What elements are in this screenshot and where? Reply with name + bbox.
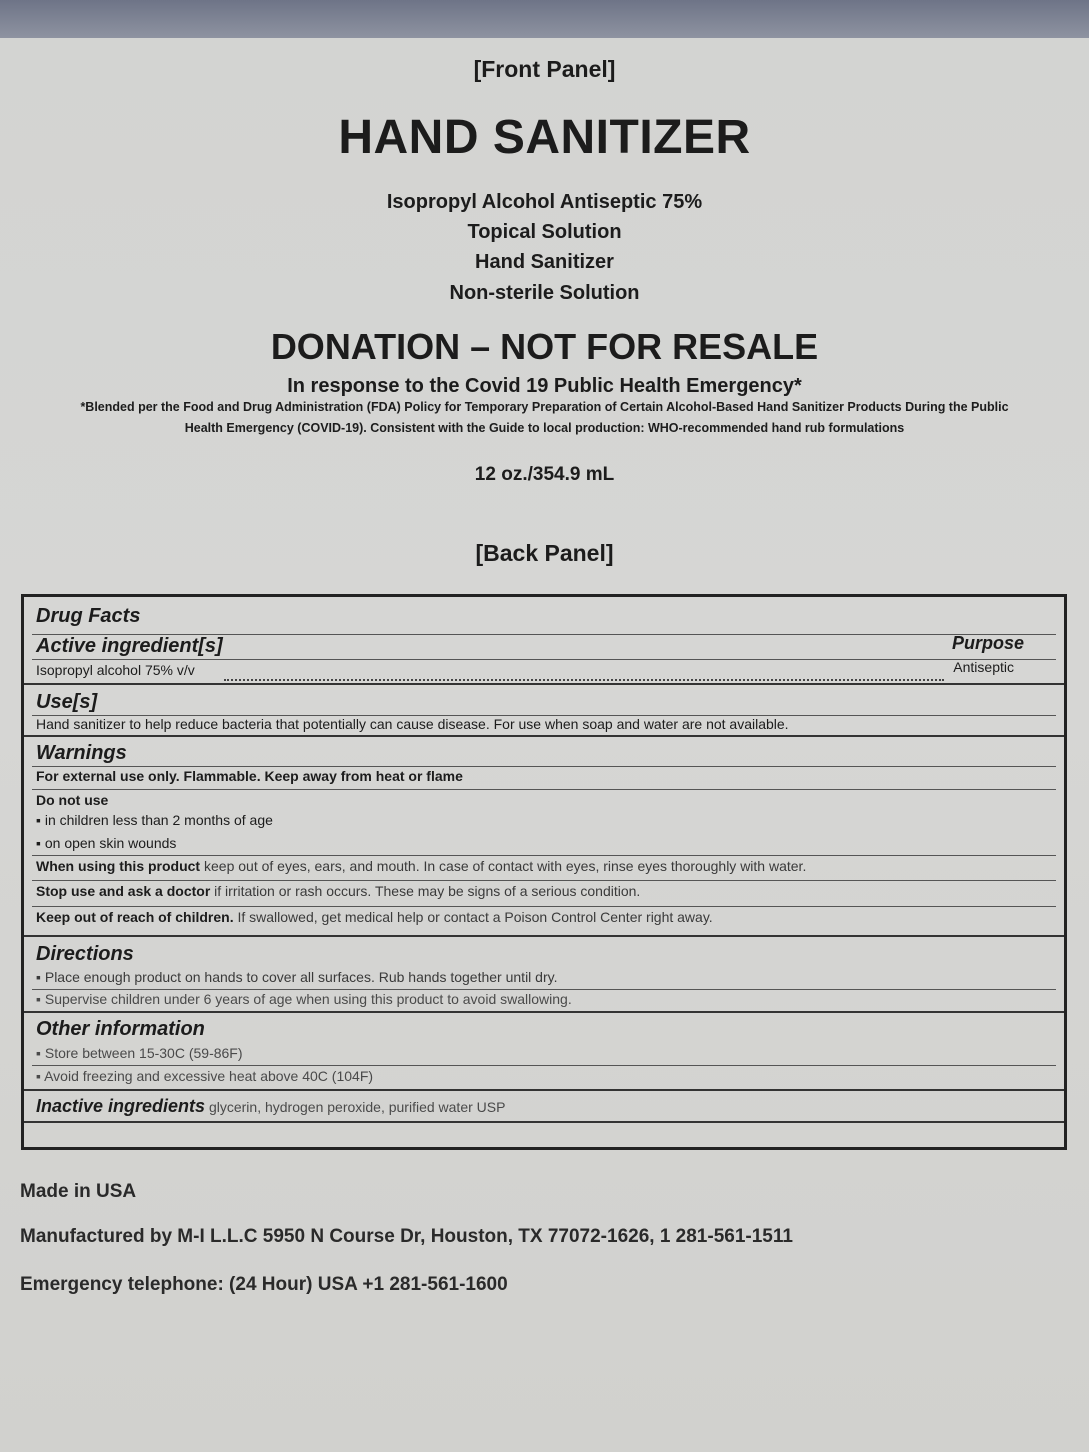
uses-header: Use[s] [36, 691, 98, 713]
warnings-header: Warnings [36, 742, 127, 764]
divider [32, 989, 1056, 990]
other-information-header: Other information [36, 1018, 205, 1040]
active-ingredient-header: Active ingredient[s] [36, 635, 223, 657]
drug-facts-title: Drug Facts [36, 605, 141, 627]
screen-top-edge [0, 0, 1089, 38]
stop-use-line: Stop use and ask a doctor if irritation or rash occurs. These may be signs of a serious condition. [36, 883, 641, 899]
drug-facts-table [21, 594, 1067, 1150]
divider [32, 789, 1056, 790]
footnote-line-1: *Blended per the Food and Drug Administration (FDA) Policy for Temporary Preparation of Certain Alcohol-Based Hand Sanitizer Products During the Public [80, 400, 1009, 414]
purpose-value: Antiseptic [953, 659, 1014, 675]
keep-out-line: Keep out of reach of children. If swallowed, get medical help or contact a Poison Control Center right away. [36, 909, 713, 925]
do-not-use-item: ▪ in children less than 2 months of age [36, 812, 273, 828]
other-information-section [24, 1013, 1064, 1091]
divider [32, 880, 1056, 881]
footnote-line-2: Health Emergency (COVID-19). Consistent with the Guide to local production: WHO-recommended hand rub formulations [184, 421, 905, 435]
directions-header: Directions [36, 943, 134, 965]
made-in: Made in USA [20, 1181, 137, 1202]
direction-item: ▪ Supervise children under 6 years of age when using this product to avoid swallowing. [36, 991, 572, 1007]
other-info-item: ▪ Store between 15-30C (59-86F) [36, 1045, 243, 1061]
when-using-line: When using this product keep out of eyes, ears, and mouth. In case of contact with eyes, rinse eyes thoroughly with water. [36, 858, 807, 874]
divider [32, 855, 1056, 856]
volume: 12 oz./354.9 mL [474, 464, 615, 485]
other-info-item: ▪ Avoid freezing and excessive heat above 40C (104F) [36, 1068, 374, 1084]
product-title: HAND SANITIZER [338, 111, 751, 164]
product-line-4: Non-sterile Solution [449, 282, 640, 304]
active-ingredient-section [24, 597, 1064, 685]
label-document [0, 38, 1089, 1452]
product-line-1: Isopropyl Alcohol Antiseptic 75% [386, 191, 703, 213]
uses-section [24, 685, 1064, 737]
product-line-2: Topical Solution [467, 221, 622, 243]
purpose-header: Purpose [951, 633, 1024, 653]
front-panel-label: [Front Panel] [473, 56, 616, 82]
product-line-3: Hand Sanitizer [475, 251, 614, 273]
divider [32, 906, 1056, 907]
inactive-ingredients-section [24, 1091, 1064, 1123]
donation-notice: DONATION – NOT FOR RESALE [270, 326, 819, 367]
manufacturer: Manufactured by M-I L.L.C 5950 N Course Dr, Houston, TX 77072-1626, 1 281-561-1511 [20, 1226, 793, 1247]
do-not-use-item: ▪ on open skin wounds [36, 835, 177, 851]
divider [32, 766, 1056, 767]
direction-item: ▪ Place enough product on hands to cover all surfaces. Rub hands together until dry. [36, 969, 558, 985]
divider [32, 659, 1056, 660]
response-statement: In response to the Covid 19 Public Health Emergency* [287, 375, 802, 397]
dot-leader [224, 679, 944, 681]
uses-text: Hand sanitizer to help reduce bacteria that potentially can cause disease. For use when soap and water are not available. [36, 716, 789, 732]
back-panel-label: [Back Panel] [475, 540, 614, 566]
warning-external-use: For external use only. Flammable. Keep away from heat or flame [36, 768, 463, 784]
inactive-ingredients-line: Inactive ingredients glycerin, hydrogen peroxide, purified water USP [36, 1096, 506, 1116]
directions-section [24, 937, 1064, 1013]
active-ingredient-value: Isopropyl alcohol 75% v/v [36, 662, 195, 678]
divider [32, 1065, 1056, 1066]
warnings-section [24, 737, 1064, 937]
emergency-telephone: Emergency telephone: (24 Hour) USA +1 281-561-1600 [20, 1274, 508, 1295]
do-not-use-label: Do not use [36, 792, 109, 808]
